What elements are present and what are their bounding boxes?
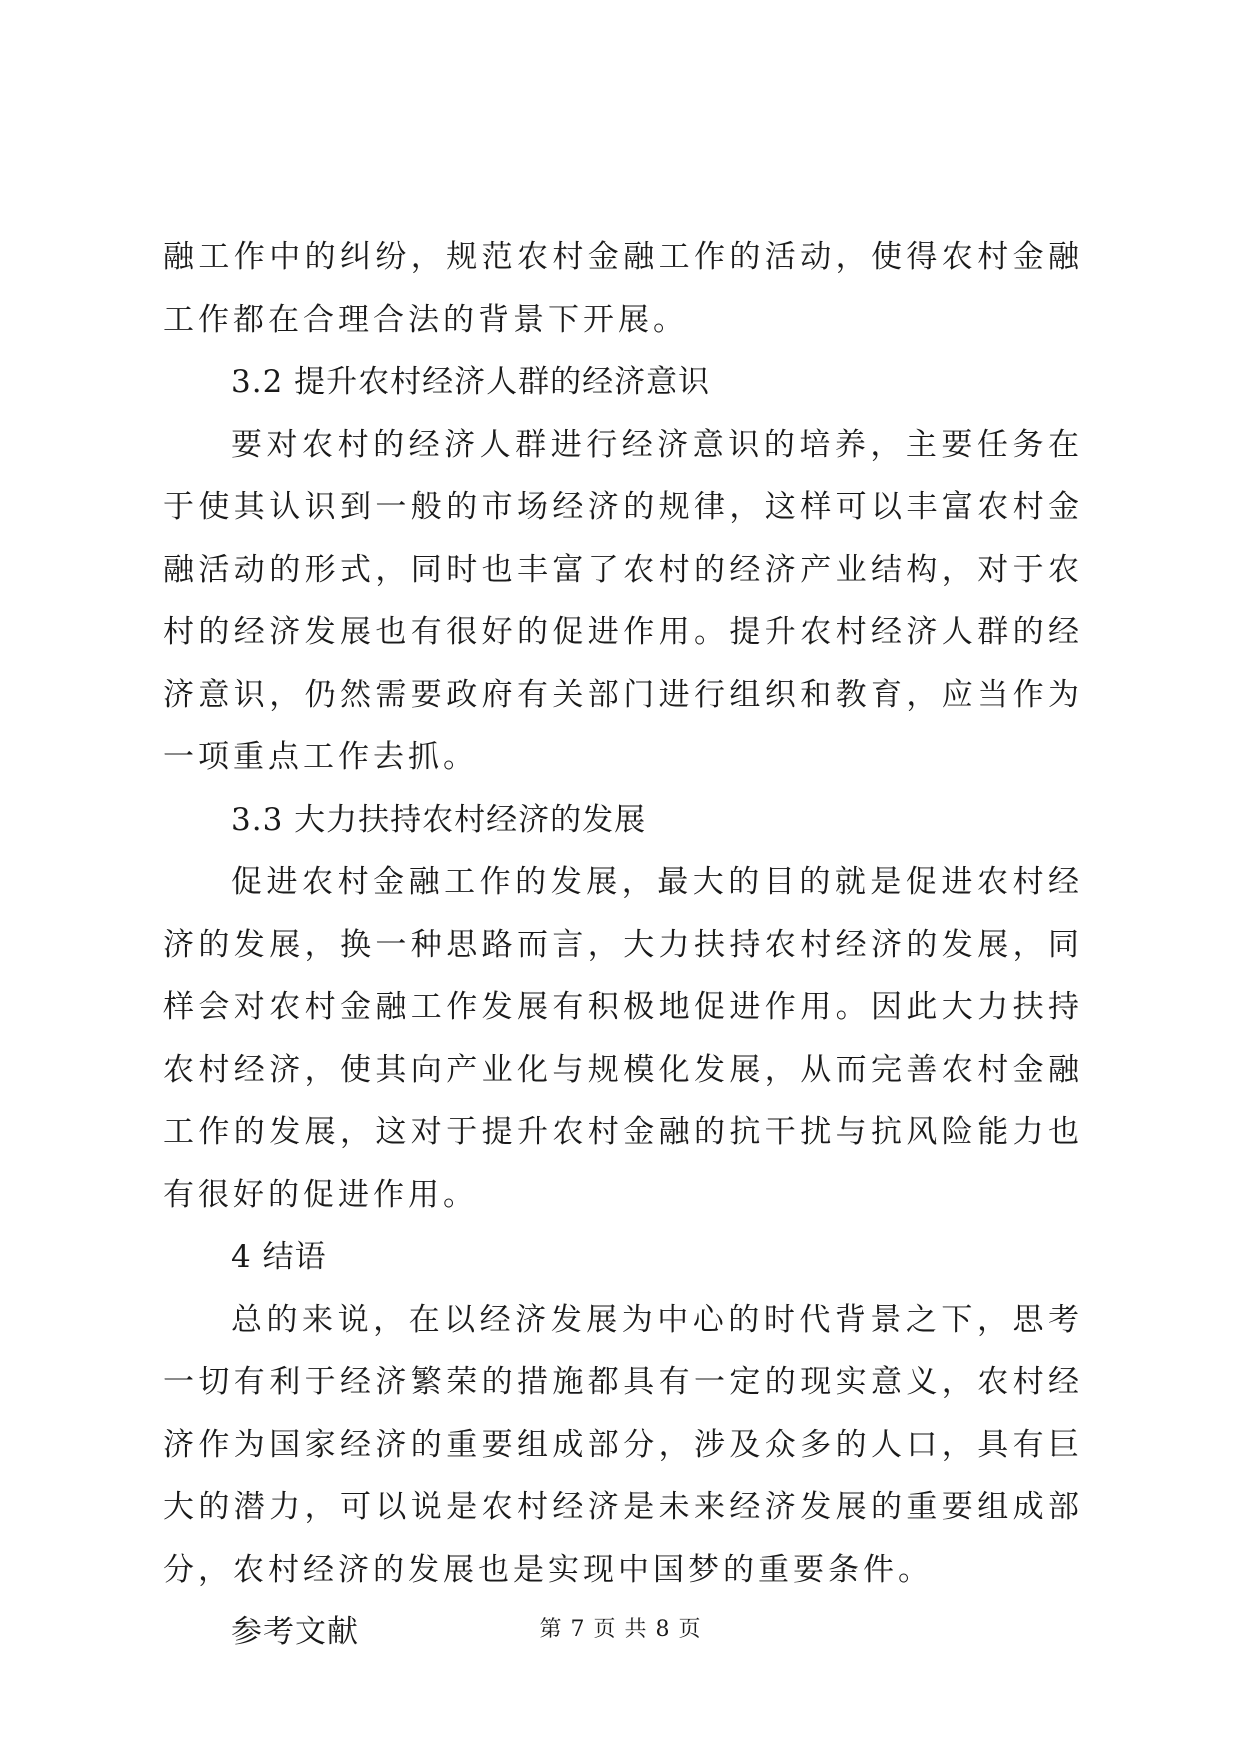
section-heading-3-2: 3.2 提升农村经济人群的经济意识 bbox=[231, 364, 711, 400]
paragraph-economic-awareness: 要对农村的经济人群进行经济意识的培养，主要任务在于使其认识到一般的市场经济的规律，这样可以丰富农村金融活动的形式，同时也丰富了农村的经济产业结构，对于农村的经济发展也有很好的促进作用。提升农村经济人群的经济意识，仍然需要政府有关部门进行组织和教育，应当作为一项重点工作去抓。 bbox=[163, 426, 1083, 775]
paragraph-continuation: 融工作中的纠纷，规范农村金融工作的活动，使得农村金融工作都在合理合法的背景下开展。 bbox=[163, 239, 1083, 338]
section-heading-conclusion: 4 结语 bbox=[231, 1239, 327, 1275]
section-heading-references: 参考文献 bbox=[231, 1614, 359, 1650]
document-body bbox=[163, 226, 1083, 1664]
paragraph-support-economy: 促进农村金融工作的发展，最大的目的就是促进农村经济的发展，换一种思路而言，大力扶持农村经济的发展，同样会对农村金融工作发展有积极地促进作用。因此大力扶持农村经济，使其向产业化与规模化发展，从而完善农村金融工作的发展，这对于提升农村金融的抗干扰与抗风险能力也有很好的促进作用。 bbox=[163, 864, 1083, 1213]
section-heading-3-3: 3.3 大力扶持农村经济的发展 bbox=[231, 801, 647, 838]
page-number-footer: 第 7 页 共 8 页 bbox=[539, 1617, 702, 1642]
paragraph-conclusion: 总的来说，在以经济发展为中心的时代背景之下，思考一切有利于经济繁荣的措施都具有一定的现实意义，农村经济作为国家经济的重要组成部分，涉及众多的人口，具有巨大的潜力，可以说是农村经济是未来经济发展的重要组成部分，农村经济的发展也是实现中国梦的重要条件。 bbox=[163, 1301, 1083, 1588]
